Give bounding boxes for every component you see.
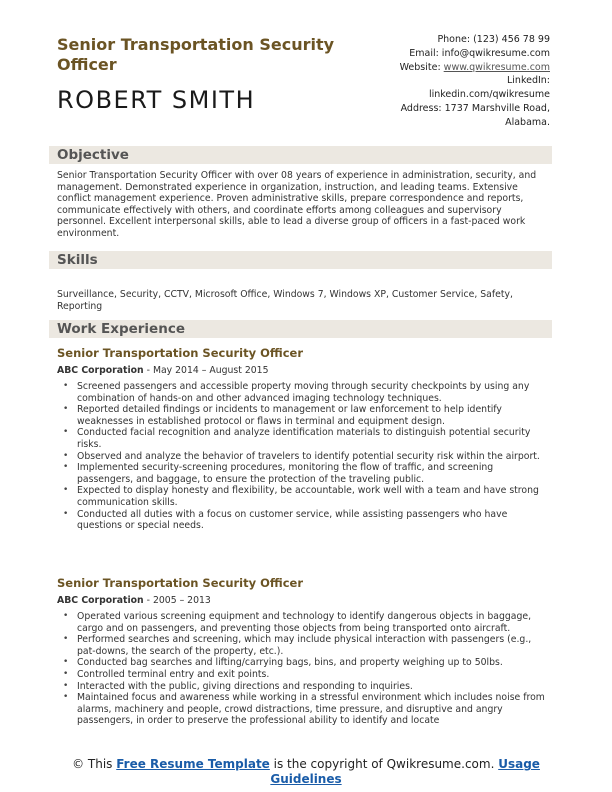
duty-item: • Maintained focus and awareness while working in a stressful environment which includes noise from alarms, machinery and people, crowd distractions, time pressure, and disruptive and angry passengers, in order to preserve the professional ability to identify and locate	[57, 692, 547, 727]
duty-item: • Controlled terminal entry and exit points.	[57, 669, 547, 681]
usage-guidelines-link-part1[interactable]: Usage	[498, 757, 540, 771]
job-1-company: ABC Corporation	[57, 365, 144, 376]
website-label: Website:	[399, 61, 444, 73]
job-1-duties	[57, 381, 547, 532]
duty-item: • Performed searches and screening, which may include physical interaction with passengers (e.g., pat-downs, the search of the property, etc.).	[57, 634, 547, 657]
job-2-company: ABC Corporation	[57, 595, 144, 606]
contact-address-line2: Alabama.	[505, 116, 550, 128]
footer-middle: is the copyright of Qwikresume.com.	[269, 757, 499, 771]
duty-item: • Conducted bag searches and lifting/carrying bags, bins, and property weighing up to 50lbs.	[57, 657, 547, 669]
contact-website	[310, 61, 550, 75]
website-link[interactable]: www.qwikresume.com	[443, 61, 550, 73]
duty-item: • Interacted with the public, giving directions and responding to inquiries.	[57, 681, 547, 693]
skills-section-header	[49, 251, 552, 269]
duty-item: • Reported detailed findings or incidents to management or law enforcement to help identify weaknesses in established protocol or flaws in terminal and equipment design.	[57, 404, 547, 427]
contact-email: Email: info@qwikresume.com	[409, 47, 550, 59]
experience-section-header	[49, 320, 552, 338]
experience-title: Work Experience	[57, 321, 185, 337]
footer-prefix: © This	[72, 757, 117, 771]
objective-title: Objective	[57, 147, 129, 163]
free-resume-template-link[interactable]: Free Resume Template	[116, 757, 270, 771]
usage-guidelines-link-part2[interactable]: Guidelines	[270, 772, 342, 786]
contact-linkedin-url: linkedin.com/qwikresume	[428, 89, 550, 101]
job-1-title: Senior Transportation Security Officer	[57, 346, 304, 360]
duty-item: • Expected to display honesty and flexibility, be accountable, work well with a team and have strong communication skills.	[57, 485, 547, 508]
duty-item: • Screened passengers and accessible property moving through security checkpoints by using any combination of hands-on and other advanced imaging technology techniques.	[57, 381, 547, 404]
objective-text: Senior Transportation Security Officer with over 08 years of experience in administration, security, and management. Demonstrated experience in organization, instruction, and leading teams. Extensive conflict management experience. Proven administrative skills, prepare correspondence and reports, communicate effectively with others, and coordinate efforts among colleagues and supervisory personnel. Excellent interpersonal skills, able to lead a diverse group of officers in a fast-paced work environment.	[57, 170, 537, 239]
skills-text: Surveillance, Security, CCTV, Microsoft Office, Windows 7, Windows XP, Customer Service, Safety, Reporting	[57, 289, 513, 312]
job-2-company-line	[57, 595, 211, 607]
contact-phone: Phone: (123) 456 78 99	[437, 34, 550, 45]
header-job-title: Senior Transportation Security Officer	[57, 35, 335, 74]
duty-item: • Conducted all duties with a focus on customer service, while assisting passengers who have questions or special needs.	[57, 509, 547, 532]
contact-linkedin-label: LinkedIn:	[506, 75, 550, 87]
job-1-company-line	[57, 365, 269, 377]
job-2-title: Senior Transportation Security Officer	[57, 576, 304, 590]
candidate-name: ROBERT SMITH	[57, 86, 256, 114]
contact-block	[310, 33, 550, 130]
objective-section-header	[49, 146, 552, 164]
skills-title: Skills	[57, 252, 98, 268]
contact-address-line1: Address: 1737 Marshville Road,	[400, 102, 550, 114]
duty-item: • Observed and analyze the behavior of travelers to identify potential security risk within the airport.	[57, 451, 547, 463]
job-2-dates: - 2005 – 2013	[143, 595, 211, 606]
job-1-dates: - May 2014 – August 2015	[143, 365, 269, 376]
duty-item: • Implemented security-screening procedures, monitoring the flow of traffic, and screening passengers, and baggage, to ensure the protection of the traveling public.	[57, 462, 547, 485]
duty-item: • Operated various screening equipment and technology to identify dangerous objects in baggage, cargo and on passengers, and preventing those objects from being transported onto aircraft.	[57, 611, 547, 634]
duty-item: • Conducted facial recognition and analyze identification materials to distinguish potential security risks.	[57, 427, 547, 450]
job-2-duties	[57, 611, 547, 727]
copyright-footer	[0, 757, 612, 787]
